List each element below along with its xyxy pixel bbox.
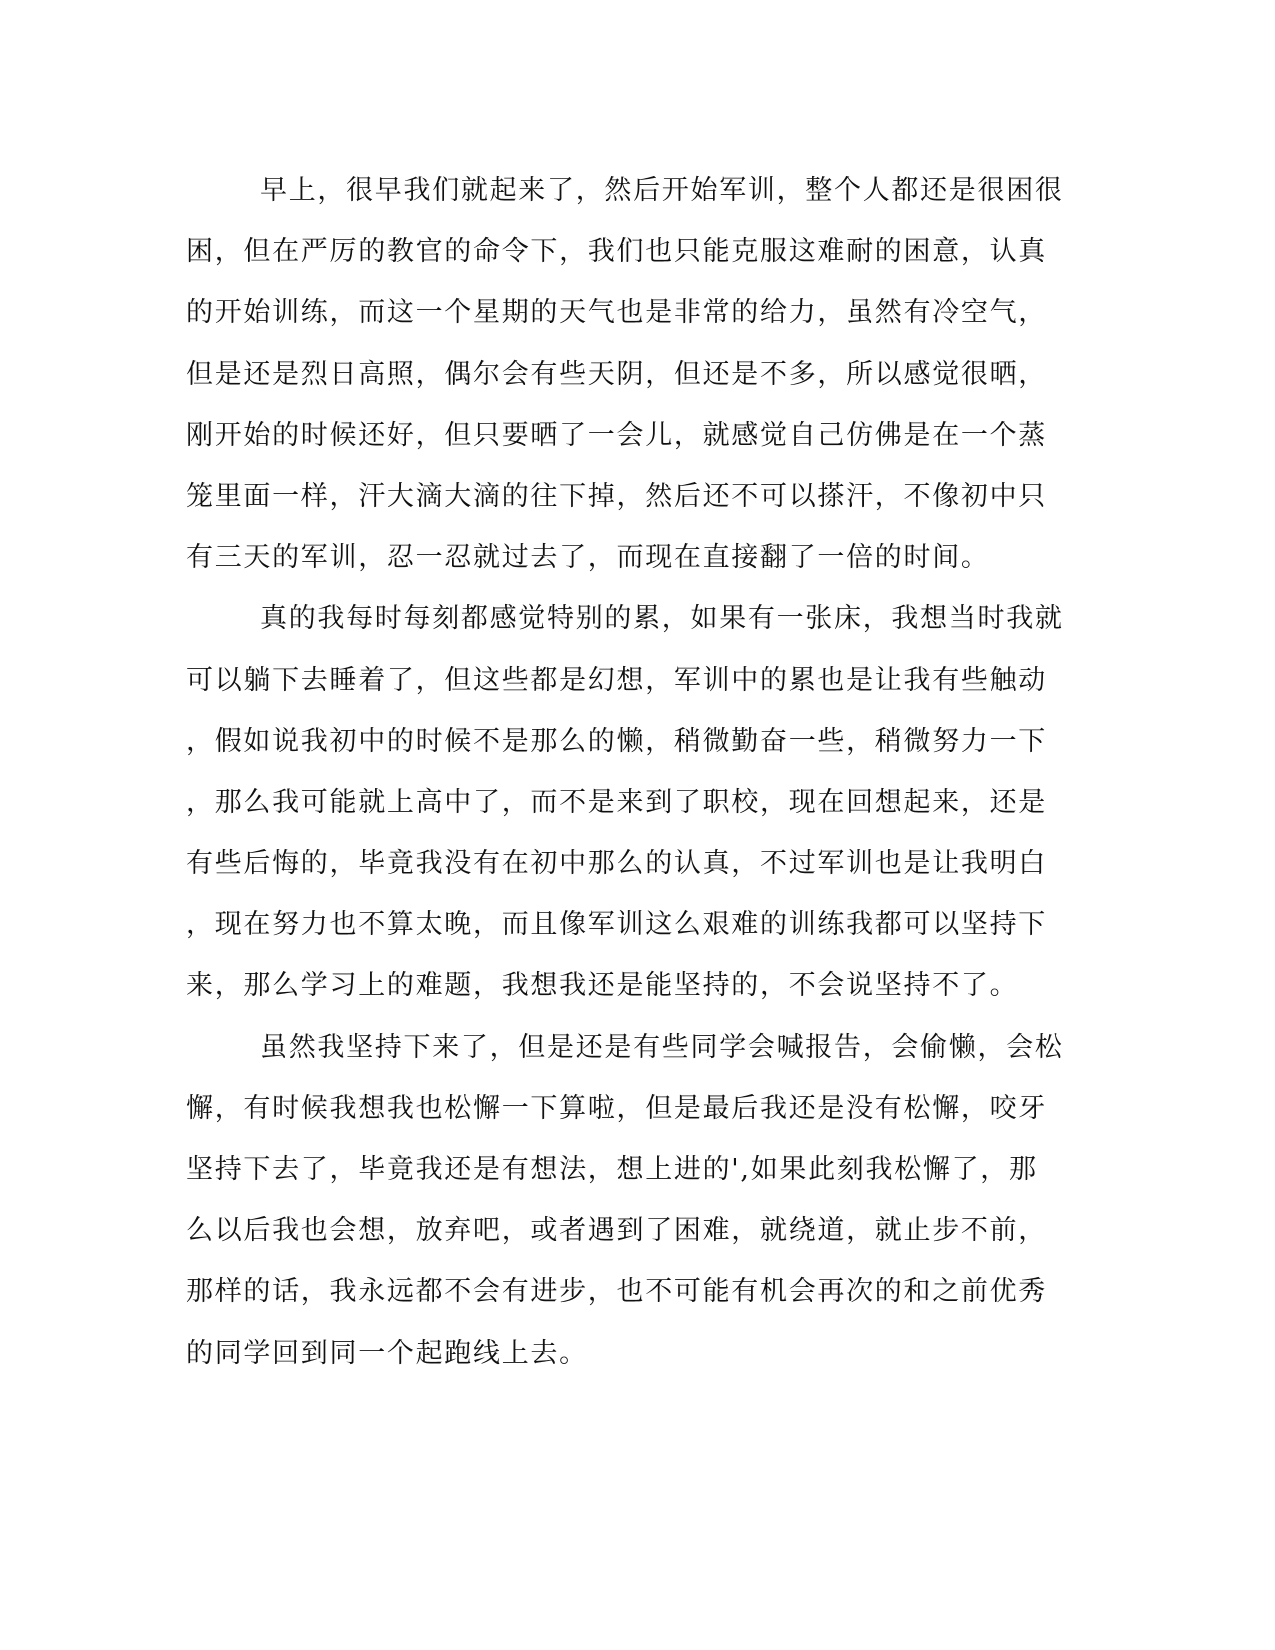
text-line: ，现在努力也不算太晚，而且像军训这么艰难的训练我都可以坚持下 (186, 909, 1047, 941)
text-line: 么以后我也会想，放弃吧，或者遇到了困难，就绕道，就止步不前， (186, 1215, 1047, 1247)
text-line: 的同学回到同一个起跑线上去。 (186, 1337, 588, 1369)
text-line: 坚持下去了，毕竟我还是有想法，想上进的',如果此刻我松懈了，那 (186, 1154, 1038, 1185)
text-line: 真的我每时每刻都感觉特别的累，如果有一张床，我想当时我就 (260, 603, 1064, 635)
text-line: 那样的话，我永远都不会有进步，也不可能有机会再次的和之前优秀 (186, 1276, 1047, 1308)
text-line: 但是还是烈日高照，偶尔会有些天阴，但还是不多，所以感觉很晒， (186, 358, 1047, 390)
text-line: 困，但在严厉的教官的命令下，我们也只能克服这难耐的困意，认真 (186, 236, 1047, 268)
paragraph-1 (186, 160, 1086, 588)
text-line: 懈，有时候我想我也松懈一下算啦，但是最后我还是没有松懈，咬牙 (186, 1092, 1047, 1124)
text-line: ，那么我可能就上高中了，而不是来到了职校，现在回想起来，还是 (186, 786, 1047, 818)
text-line: 来，那么学习上的难题，我想我还是能坚持的，不会说坚持不了。 (186, 970, 1019, 1002)
document-body (186, 160, 1086, 1384)
text-line: 早上，很早我们就起来了，然后开始军训，整个人都还是很困很 (260, 175, 1064, 206)
text-line: 虽然我坚持下来了，但是还是有些同学会喊报告，会偷懒，会松 (260, 1031, 1064, 1063)
text-line: 刚开始的时候还好，但只要晒了一会儿，就感觉自己仿佛是在一个蒸 (186, 419, 1047, 451)
text-line: 笼里面一样，汗大滴大滴的往下掉，然后还不可以搽汗，不像初中只 (186, 480, 1047, 512)
text-line: ，假如说我初中的时候不是那么的懒，稍微勤奋一些，稍微努力一下 (186, 725, 1047, 757)
paragraph-2 (186, 588, 1086, 1016)
text-line: 的开始训练，而这一个星期的天气也是非常的给力，虽然有冷空气， (186, 297, 1047, 329)
text-line: 可以躺下去睡着了，但这些都是幻想，军训中的累也是让我有些触动 (186, 664, 1047, 696)
text-line: 有三天的军训，忍一忍就过去了，而现在直接翻了一倍的时间。 (186, 542, 990, 574)
text-line: 有些后悔的，毕竟我没有在初中那么的认真，不过军训也是让我明白 (186, 848, 1047, 880)
paragraph-3 (186, 1017, 1086, 1384)
